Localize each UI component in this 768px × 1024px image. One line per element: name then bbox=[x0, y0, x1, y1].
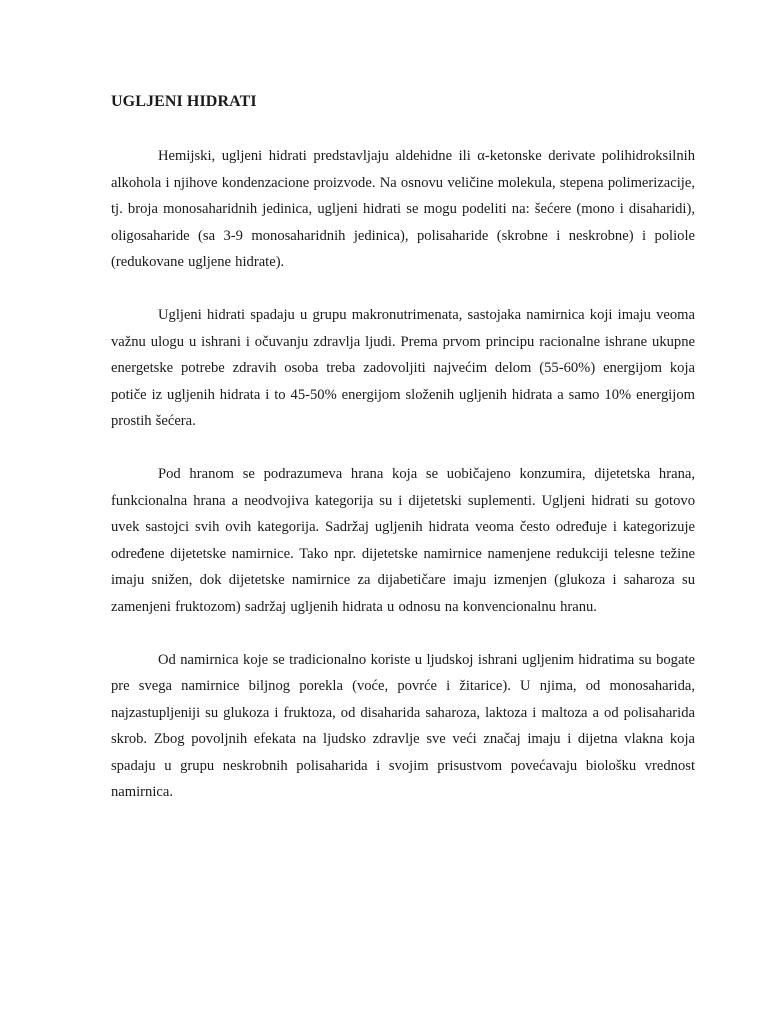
paragraph-4: Od namirnica koje se tradicionalno koriste u ljudskoj ishrani ugljenim hidratima su bogate pre svega namirnice biljnog porekla (voće, povrće i žitarice). U njima, od monosaharida, najzastupljeniji su glukoza i fruktoza, od disaharida saharoza, laktoza i maltoza a od polisaharida skrob. Zbog povoljnih efekata na ljudsko zdravlje sve veći značaj imaju i dijetna vlakna koja spadaju u grupu neskrobnih polisaharida i svojim prisustvom povećavaju biološku vrednost namirnica. bbox=[111, 651, 695, 801]
document-title: UGLJENI HIDRATI bbox=[111, 93, 257, 110]
paragraph-2: Ugljeni hidrati spadaju u grupu makronutrimenata, sastojaka namirnica koji imaju veoma važnu ulogu u ishrani i očuvanju zdravlja ljudi. Prema prvom principu racionalne ishrane ukupne energetske potrebe zdravih osoba treba zadovoljiti najvećim delom (55-60%) energijom koja potiče iz ugljenih hidrata i to 45-50% energijom složenih ugljenih hidrata a samo 10% energijom prostih šećera. bbox=[111, 306, 695, 430]
paragraph-1: Hemijski, ugljeni hidrati predstavljaju aldehidne ili α-ketonske derivate polihidroksilnih alkohola i njihove kondenzacione proizvode. Na osnovu veličine molekula, stepena polimerizacije, tj. broja monosaharidnih jedinica, ugljeni hidrati se mogu podeliti na: šećere (mono i disaharidi), oligosaharide (sa 3-9 monosaharidnih jedinica), polisaharide (skrobne i neskrobne) i poliole (redukovane ugljene hidrate). bbox=[111, 148, 695, 271]
paragraph-3: Pod hranom se podrazumeva hrana koja se uobičajeno konzumira, dijetetska hrana, funkcionalna hrana a neodvojiva kategorija su i dijetetski suplementi. Ugljeni hidrati su gotovo uvek sastojci svih ovih kategorija. Sadržaj ugljenih hidrata veoma često određuje i kategorizuje određene dijetetske namirnice. Tako npr. dijetetske namirnice namenjene redukciji telesne težine imaju snižen, dok dijetetske namirnice za dijabetičare imaju izmenjen (glukoza i saharoza su zamenjeni fruktozom) sadržaj ugljenih hidrata u odnosu na konvencionalnu hranu. bbox=[111, 465, 695, 615]
document-body bbox=[111, 89, 695, 832]
